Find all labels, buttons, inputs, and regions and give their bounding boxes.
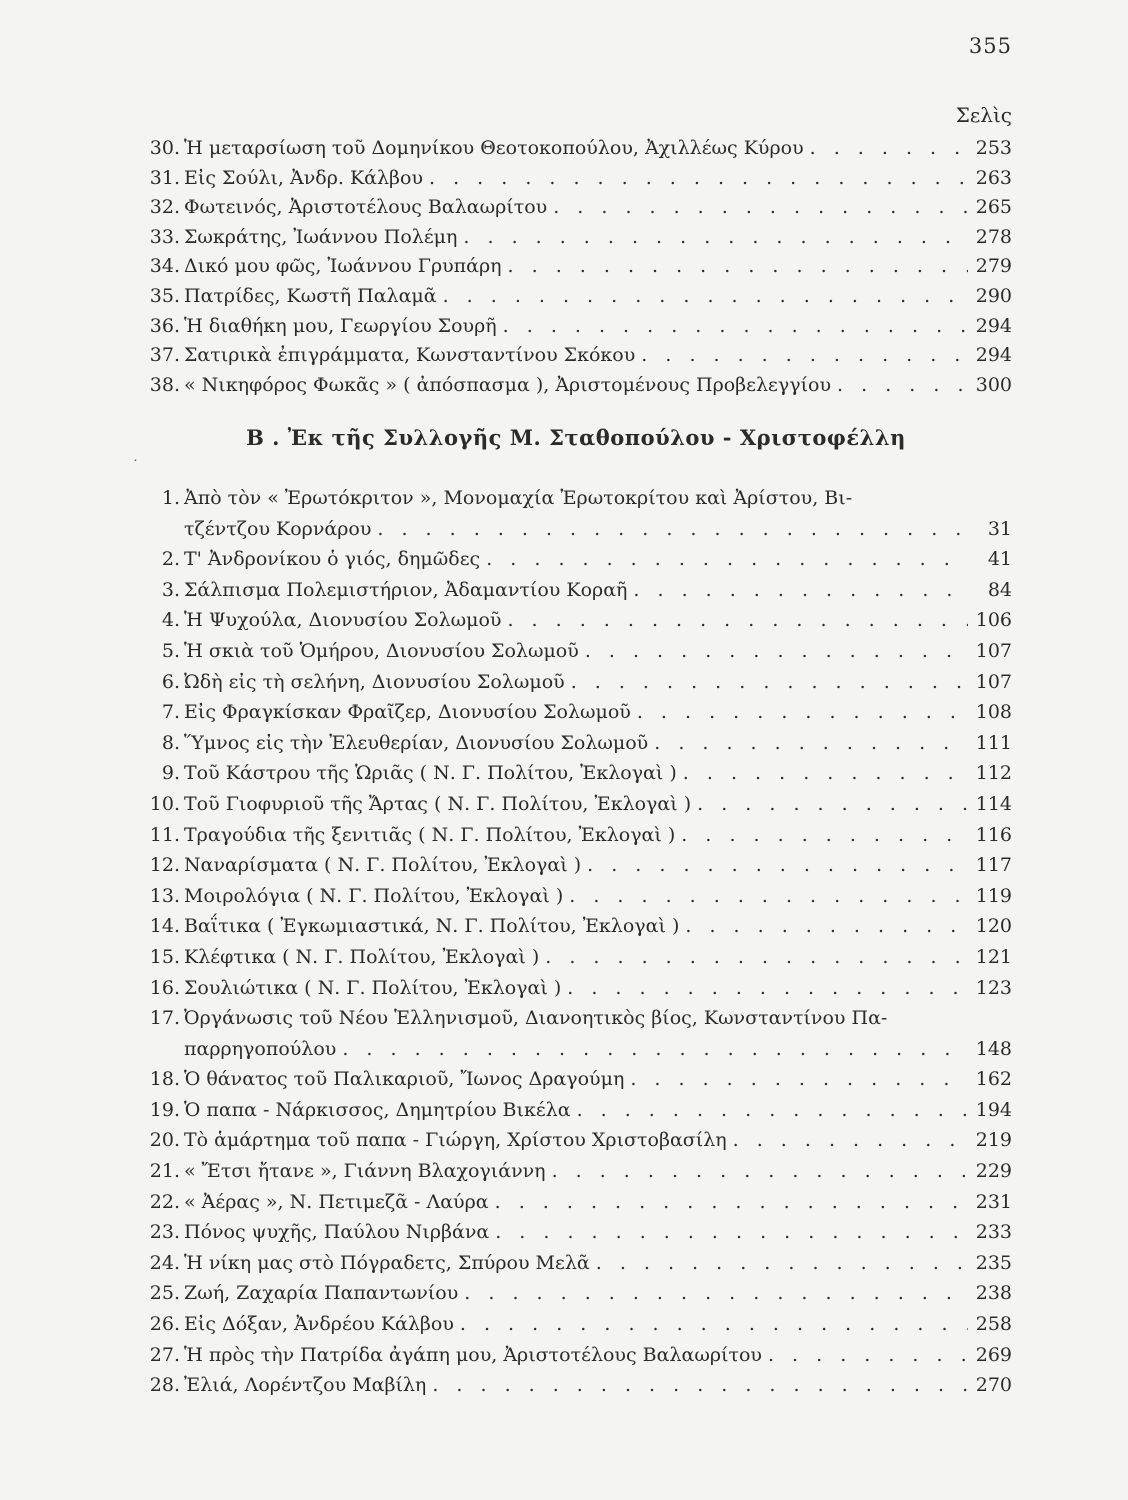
dot-leader	[624, 1064, 968, 1095]
entry-title: Ὁ παπα - Νάρκισσος, Δημητρίου Βικέλα	[184, 1098, 571, 1121]
entry-page: 121	[975, 945, 1012, 968]
entry-number: 9.	[161, 762, 180, 785]
entry-number: 8.	[161, 731, 180, 754]
page-number: 355	[968, 34, 1012, 58]
entry-title: Εἰς Σούλι, Ἀνδρ. Κάλβου	[184, 166, 423, 189]
entry-title: Σωκράτης, Ἰωάννου Πολέμη	[184, 225, 458, 248]
entry-page: 117	[975, 854, 1012, 877]
toc-entry	[140, 1340, 1012, 1371]
toc-entry	[140, 881, 1012, 912]
entry-title: Σάλπισμα Πολεμιστήριον, Ἀδαμαντίου Κοραῆ	[184, 578, 628, 601]
dot-leader	[581, 850, 968, 881]
entry-title: Μοιρολόγια ( Ν. Γ. Πολίτου, Ἐκλογαὶ )	[184, 884, 564, 907]
entry-page: 116	[975, 823, 1012, 846]
entry-number: 27.	[149, 1343, 180, 1366]
entry-number: 19.	[149, 1098, 180, 1121]
entry-title: Βαΐτικα ( Ἐγκωμιαστικά, Ν. Γ. Πολίτου, Ἐκλογαὶ )	[184, 915, 680, 938]
entry-title: Ἡ διαθήκη μου, Γεωργίου Σουρῆ	[184, 314, 497, 337]
entry-title: Σουλιώτικα ( Ν. Γ. Πολίτου, Ἐκλογαὶ )	[184, 976, 562, 999]
dot-leader	[546, 1156, 968, 1187]
dot-leader	[336, 1034, 968, 1065]
dot-leader	[454, 1309, 968, 1340]
entry-page: 162	[975, 1068, 1012, 1091]
entry-number: 20.	[149, 1129, 180, 1152]
toc-entry	[140, 223, 1012, 253]
entry-page: 148	[975, 1037, 1012, 1060]
dot-leader	[489, 1217, 968, 1248]
entry-title: Τοῦ Γιοφυριοῦ τῆς Ἄρτας ( Ν. Γ. Πολίτου, Ἐκλογαὶ )	[184, 792, 692, 815]
entry-title: Ὁ θάνατος τοῦ Παλικαριοῦ, Ἴωνος Δραγούμη	[184, 1068, 625, 1091]
toc-entry	[140, 1156, 1012, 1187]
entry-number: 30.	[149, 137, 180, 159]
entry-number: 15.	[149, 945, 180, 968]
entry-number: 3.	[161, 578, 180, 601]
toc-entry	[140, 1003, 1012, 1034]
entry-page: 229	[975, 1160, 1012, 1183]
entry-page: 123	[975, 976, 1012, 999]
toc-entry	[140, 575, 1012, 606]
toc-entry	[140, 697, 1012, 728]
entry-number: 17.	[149, 1007, 180, 1030]
entry-number: 16.	[149, 976, 180, 999]
toc-entry-continuation	[140, 514, 1012, 545]
dot-leader	[480, 544, 968, 575]
toc-entry	[140, 312, 1012, 342]
toc-entry	[140, 483, 1012, 514]
toc-entry	[140, 1217, 1012, 1248]
entry-title-continuation: παρρηγοπούλου	[184, 1037, 337, 1060]
dot-leader	[371, 514, 968, 545]
toc-entry	[140, 728, 1012, 759]
entry-page: 219	[975, 1129, 1012, 1152]
entry-title: Σατιρικὰ ἐπιγράμματα, Κωνσταντίνου Σκόκου	[184, 344, 636, 367]
entry-title: Εἰς Δόξαν, Ἀνδρέου Κάλβου	[184, 1313, 454, 1336]
dot-leader	[571, 1095, 968, 1126]
toc-entry	[140, 252, 1012, 282]
toc-entry-continuation	[140, 1034, 1012, 1065]
dot-leader	[677, 758, 968, 789]
entry-page: 233	[975, 1221, 1012, 1244]
entry-number: 2.	[161, 548, 180, 571]
dot-leader	[631, 697, 968, 728]
entry-title: Ἡ πρὸς τὴν Πατρίδα ἀγάπη μου, Ἀριστοτέλους Βαλαωρίτου	[184, 1343, 762, 1366]
toc-entry	[140, 1248, 1012, 1279]
entry-number: 21.	[149, 1160, 180, 1183]
entry-number: 14.	[149, 915, 180, 938]
stray-mark: ˙	[132, 458, 139, 474]
entry-title: « Ἔτσι ἤτανε », Γιάννη Βλαχογιάννη	[184, 1160, 546, 1183]
entry-title: Τ' Ἀνδρονίκου ὁ γιός, δημῶδες	[184, 548, 481, 571]
toc-entry	[140, 1278, 1012, 1309]
entry-title: Ἐλιά, Λορέντζου Μαβίλη	[184, 1374, 427, 1397]
toc-entry	[140, 911, 1012, 942]
entry-title: Κλέφτικα ( Ν. Γ. Πολίτου, Ἐκλογαὶ )	[184, 945, 540, 968]
entry-page: 108	[975, 701, 1012, 724]
entry-number: 5.	[161, 639, 180, 662]
section-title: Β . Ἐκ τῆς Συλλογῆς Μ. Σταθοπούλου - Χριστοφέλλη	[246, 425, 906, 450]
entry-page: 114	[975, 792, 1012, 815]
entry-number: 36.	[149, 314, 180, 337]
toc-entry	[140, 1064, 1012, 1095]
dot-leader	[590, 1248, 968, 1279]
entry-page: 107	[975, 670, 1012, 693]
entry-title: Τραγούδια τῆς ξενιτιᾶς ( Ν. Γ. Πολίτου, Ἐκλογαὶ )	[184, 823, 676, 846]
entry-title: Ὕμνος εἰς τὴν Ἐλευθερίαν, Διονυσίου Σολωμοῦ	[184, 731, 649, 754]
toc-entry	[140, 942, 1012, 973]
toc-entry	[140, 1125, 1012, 1156]
entry-title: « Νικηφόρος Φωκᾶς » ( ἀπόσπασμα ), Ἀριστομένους Προβελεγγίου	[184, 373, 832, 396]
dot-leader	[489, 1187, 968, 1218]
dot-leader	[501, 605, 968, 636]
toc-entry	[140, 193, 1012, 223]
page-column-header: Σελὶς	[955, 103, 1012, 127]
entry-number: 33.	[149, 225, 180, 248]
entry-number: 24.	[149, 1251, 180, 1274]
entry-number: 4.	[161, 609, 180, 632]
dot-leader	[679, 911, 968, 942]
entry-page: 270	[975, 1374, 1012, 1397]
entry-page: 290	[975, 284, 1012, 307]
toc-entry	[140, 605, 1012, 636]
dot-leader	[804, 134, 968, 164]
entry-title: Ναναρίσματα ( Ν. Γ. Πολίτου, Ἐκλογαὶ )	[184, 854, 582, 877]
entry-page: 84	[987, 578, 1012, 601]
dot-leader	[497, 312, 968, 342]
entry-number: 10.	[149, 792, 180, 815]
entry-title: Ἡ νίκη μας στὸ Πόγραδετς, Σπύρου Μελᾶ	[184, 1251, 590, 1274]
entry-number: 25.	[149, 1282, 180, 1305]
dot-leader	[648, 728, 968, 759]
entry-title: Τὸ ἁμάρτημα τοῦ παπα - Γιώργη, Χρίστου Χριστοβασίλη	[184, 1129, 727, 1152]
entry-number: 31.	[149, 166, 180, 189]
toc-entry	[140, 973, 1012, 1004]
entry-number: 13.	[149, 884, 180, 907]
entry-title: Πόνος ψυχῆς, Παύλου Νιρβάνα	[184, 1221, 490, 1244]
entry-title: Δικό μου φῶς, Ἰωάννου Γρυπάρη	[184, 255, 502, 278]
toc-entry	[140, 1095, 1012, 1126]
entry-number: 38.	[149, 373, 180, 396]
entry-number: 23.	[149, 1221, 180, 1244]
entry-page: 231	[975, 1190, 1012, 1213]
entry-title: Πατρίδες, Κωστῆ Παλαμᾶ	[184, 284, 437, 307]
entry-page: 258	[975, 1313, 1012, 1336]
entry-number: 7.	[161, 701, 180, 724]
entry-number: 6.	[161, 670, 180, 693]
dot-leader	[565, 667, 968, 698]
dot-leader	[426, 1370, 968, 1401]
entry-title: Ἡ Ψυχούλα, Διονυσίου Σολωμοῦ	[184, 609, 502, 632]
toc-entry	[140, 371, 1012, 401]
dot-leader	[691, 789, 968, 820]
entry-title: Ἡ μεταρσίωση τοῦ Δομηνίκου Θεοτοκοπούλου, Ἀχιλλέως Κύρου	[184, 137, 804, 159]
entry-page: 120	[975, 915, 1012, 938]
toc-entry	[140, 544, 1012, 575]
toc-entry	[140, 636, 1012, 667]
dot-leader	[547, 193, 968, 223]
entry-title-continuation: τζέντζου Κορνάρου	[184, 517, 372, 540]
entry-page: 294	[975, 344, 1012, 367]
entry-title: « Ἀέρας », Ν. Πετιμεζᾶ - Λαύρα	[184, 1190, 489, 1213]
dot-leader	[423, 164, 968, 194]
dot-leader	[675, 820, 968, 851]
entry-number: 34.	[149, 255, 180, 278]
entry-title: Τοῦ Κάστρου τῆς Ὡριᾶς ( Ν. Γ. Πολίτου, Ἐκλογαὶ )	[184, 762, 677, 785]
dot-leader	[502, 252, 968, 282]
dot-leader	[457, 223, 968, 253]
toc-entry	[140, 758, 1012, 789]
entry-title: Ὀργάνωσις τοῦ Νέου Ἑλληνισμοῦ, Διανοητικὸς βίος, Κωνσταντίνου Πα-	[184, 1007, 888, 1030]
entry-number: 35.	[149, 284, 180, 307]
entry-title: Φωτεινός, Ἀριστοτέλους Βαλαωρίτου	[184, 196, 548, 219]
dot-leader	[831, 371, 968, 401]
entry-title: Ἀπὸ τὸν « Ἐρωτόκριτον », Μονομαχία Ἐρωτοκρίτου καὶ Ἀρίστου, Βι-	[184, 487, 853, 509]
toc-entry	[140, 820, 1012, 851]
dot-leader	[458, 1278, 968, 1309]
toc-entry	[140, 1309, 1012, 1340]
toc-entry	[140, 789, 1012, 820]
entry-page: 265	[975, 196, 1012, 219]
entry-page: 111	[975, 731, 1012, 754]
entry-title: Ὠδὴ εἰς τὴ σελήνη, Διονυσίου Σολωμοῦ	[184, 670, 565, 693]
entry-page: 106	[975, 609, 1012, 632]
entry-title: Ἡ σκιὰ τοῦ Ὁμήρου, Διονυσίου Σολωμοῦ	[184, 639, 579, 662]
entry-page: 119	[975, 884, 1012, 907]
entry-page: 107	[975, 639, 1012, 662]
entry-page: 279	[975, 255, 1012, 278]
entry-number: 12.	[149, 854, 180, 877]
entry-page: 194	[975, 1098, 1012, 1121]
dot-leader	[762, 1340, 968, 1371]
entry-number: 32.	[149, 196, 180, 219]
entry-number: 37.	[149, 344, 180, 367]
entry-number: 11.	[149, 823, 180, 846]
toc-list-continued	[140, 134, 1012, 400]
toc-entry	[140, 282, 1012, 312]
dot-leader	[539, 942, 968, 973]
dot-leader	[579, 636, 968, 667]
entry-title: Ζωή, Ζαχαρία Παπαντωνίου	[184, 1282, 459, 1305]
toc-entry	[140, 667, 1012, 698]
toc-entry	[140, 164, 1012, 194]
toc-entry	[140, 1370, 1012, 1401]
toc-entry	[140, 1187, 1012, 1218]
dot-leader	[727, 1125, 968, 1156]
entry-page: 238	[975, 1282, 1012, 1305]
entry-page: 235	[975, 1251, 1012, 1274]
entry-number: 18.	[149, 1068, 180, 1091]
entry-page: 112	[975, 762, 1012, 785]
entry-page: 300	[975, 373, 1012, 396]
dot-leader	[627, 575, 968, 606]
entry-page: 41	[987, 548, 1012, 571]
entry-page: 269	[975, 1343, 1012, 1366]
dot-leader	[563, 881, 968, 912]
entry-page: 263	[975, 166, 1012, 189]
dot-leader	[437, 282, 968, 312]
dot-leader	[561, 973, 968, 1004]
entry-number: 26.	[149, 1313, 180, 1336]
entry-page: 278	[975, 225, 1012, 248]
entry-title: Εἰς Φραγκίσκαν Φραῖζερ, Διονυσίου Σολωμοῦ	[184, 701, 631, 724]
entry-page: 31	[987, 517, 1012, 540]
toc-entry	[140, 850, 1012, 881]
entry-page: 253	[975, 137, 1012, 159]
entry-number: 1.	[161, 487, 180, 509]
toc-entry	[140, 134, 1012, 164]
entry-number: 28.	[149, 1374, 180, 1397]
toc-entry	[140, 341, 1012, 371]
dot-leader	[635, 341, 968, 371]
entry-page: 294	[975, 314, 1012, 337]
toc-list-section-b	[140, 483, 1012, 1401]
entry-number: 22.	[149, 1190, 180, 1213]
